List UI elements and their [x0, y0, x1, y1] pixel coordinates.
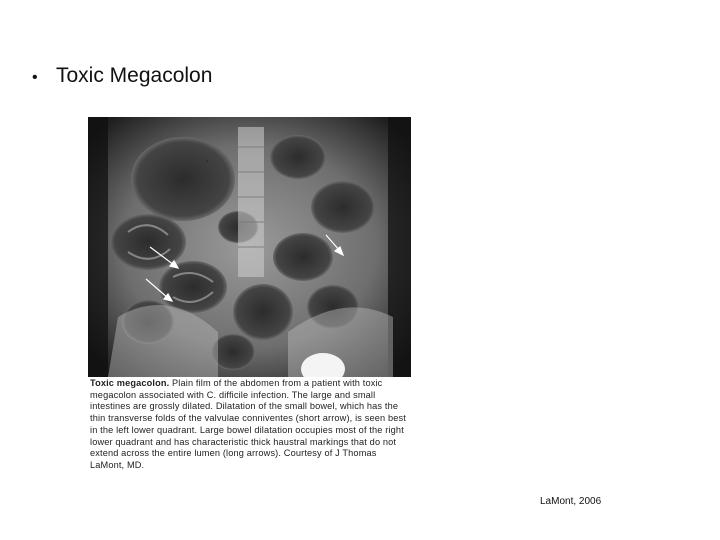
- citation: LaMont, 2006: [540, 496, 602, 507]
- bullet-text: Toxic Megacolon: [56, 64, 213, 87]
- abdominal-xray-image: [88, 117, 411, 377]
- caption-lead: Toxic megacolon.: [90, 378, 170, 388]
- bullet-icon: •: [32, 69, 38, 86]
- svg-text:*: *: [206, 160, 209, 166]
- caption-body: Plain film of the abdomen from a patient with toxic megacolon associated with C. difficile infection. The large and small intestines are grossly dilated. Dilatation of the small bowel, which has the thin transverse folds of the valvulae conniventes (short arrow), is seen best in the left lower quadrant. Large bowel dilatation occupies most of the right lower quadrant and has characteristic thick haustral markings that do not extend across the entire lumen (long arrows). Courtesy of J Thomas LaMont, MD.: [90, 378, 406, 470]
- bullet-item: [32, 64, 212, 88]
- figure-caption: [90, 378, 412, 472]
